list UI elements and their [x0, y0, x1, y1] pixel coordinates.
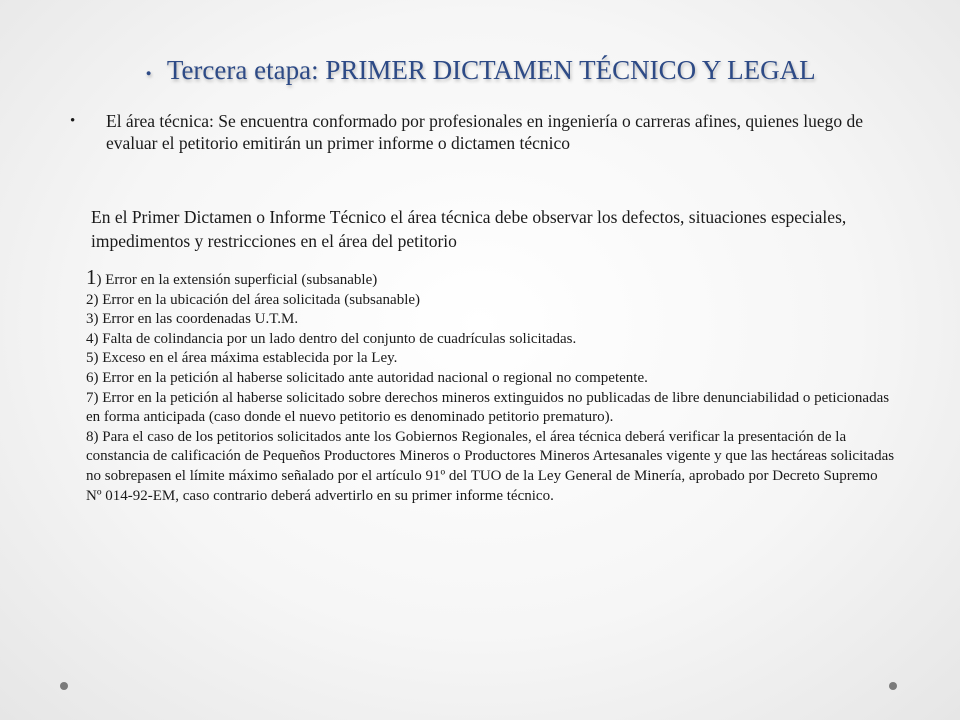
- bullet-icon: •: [70, 113, 76, 129]
- corner-dot-icon: [889, 682, 897, 690]
- list-item: 7) Error en la petición al haberse solicitado sobre derechos mineros extinguidos no publicadas de libre denunciabilidad o peticionadas en forma anticipada (caso donde el nuevo petitorio es denominado petitorio prematuro).: [86, 389, 890, 426]
- bullet-point: [70, 110, 905, 154]
- list-item-number: 1: [86, 265, 97, 289]
- list-item-text: ) Error en la extensión superficial (subsanable): [96, 272, 378, 288]
- slide-title: [0, 46, 960, 88]
- list-item: 8) Para el caso de los petitorios solicitados ante los Gobiernos Regionales, el área técnica deberá verificar la presentación de la constancia de calificación de Pequeños Productores Mineros o Productores Mineros Artesanales vigente y que las hectáreas solicitadas no sobrepasen el límite máximo señalado por el artículo 91º del TUO de la Ley General de Minería, aprobado por Decreto Supremo Nº 014-92-EM, caso contrario deberá advertirlo en su primer informe técnico.: [86, 428, 895, 504]
- title-bullet: .: [144, 46, 153, 83]
- list-item: [86, 265, 896, 291]
- list-item: 3) Error en las coordenadas U.T.M.: [86, 311, 299, 328]
- title-text: Tercera etapa: PRIMER DICTAMEN TÉCNICO Y LEGAL: [166, 55, 816, 85]
- list-item: 5) Exceso en el área máxima establecida por la Ley.: [86, 350, 398, 367]
- intro-paragraph: En el Primer Dictamen o Informe Técnico el área técnica debe observar los defectos, situaciones especiales, impedimentos y restricciones en el área del petitorio: [91, 207, 847, 251]
- list-item: 2) Error en la ubicación del área solicitada (subsanable): [86, 291, 421, 308]
- error-list: [86, 265, 896, 506]
- bullet-text: El área técnica: Se encuentra conformado por profesionales en ingeniería o carreras afines, quienes luego de evaluar el petitorio emitirán un primer informe o dictamen técnico: [106, 111, 864, 153]
- list-item: 6) Error en la petición al haberse solicitado ante autoridad nacional o regional no competente.: [86, 369, 648, 386]
- corner-dot-icon: [60, 682, 68, 690]
- list-item: 4) Falta de colindancia por un lado dentro del conjunto de cuadrículas solicitadas.: [86, 330, 577, 347]
